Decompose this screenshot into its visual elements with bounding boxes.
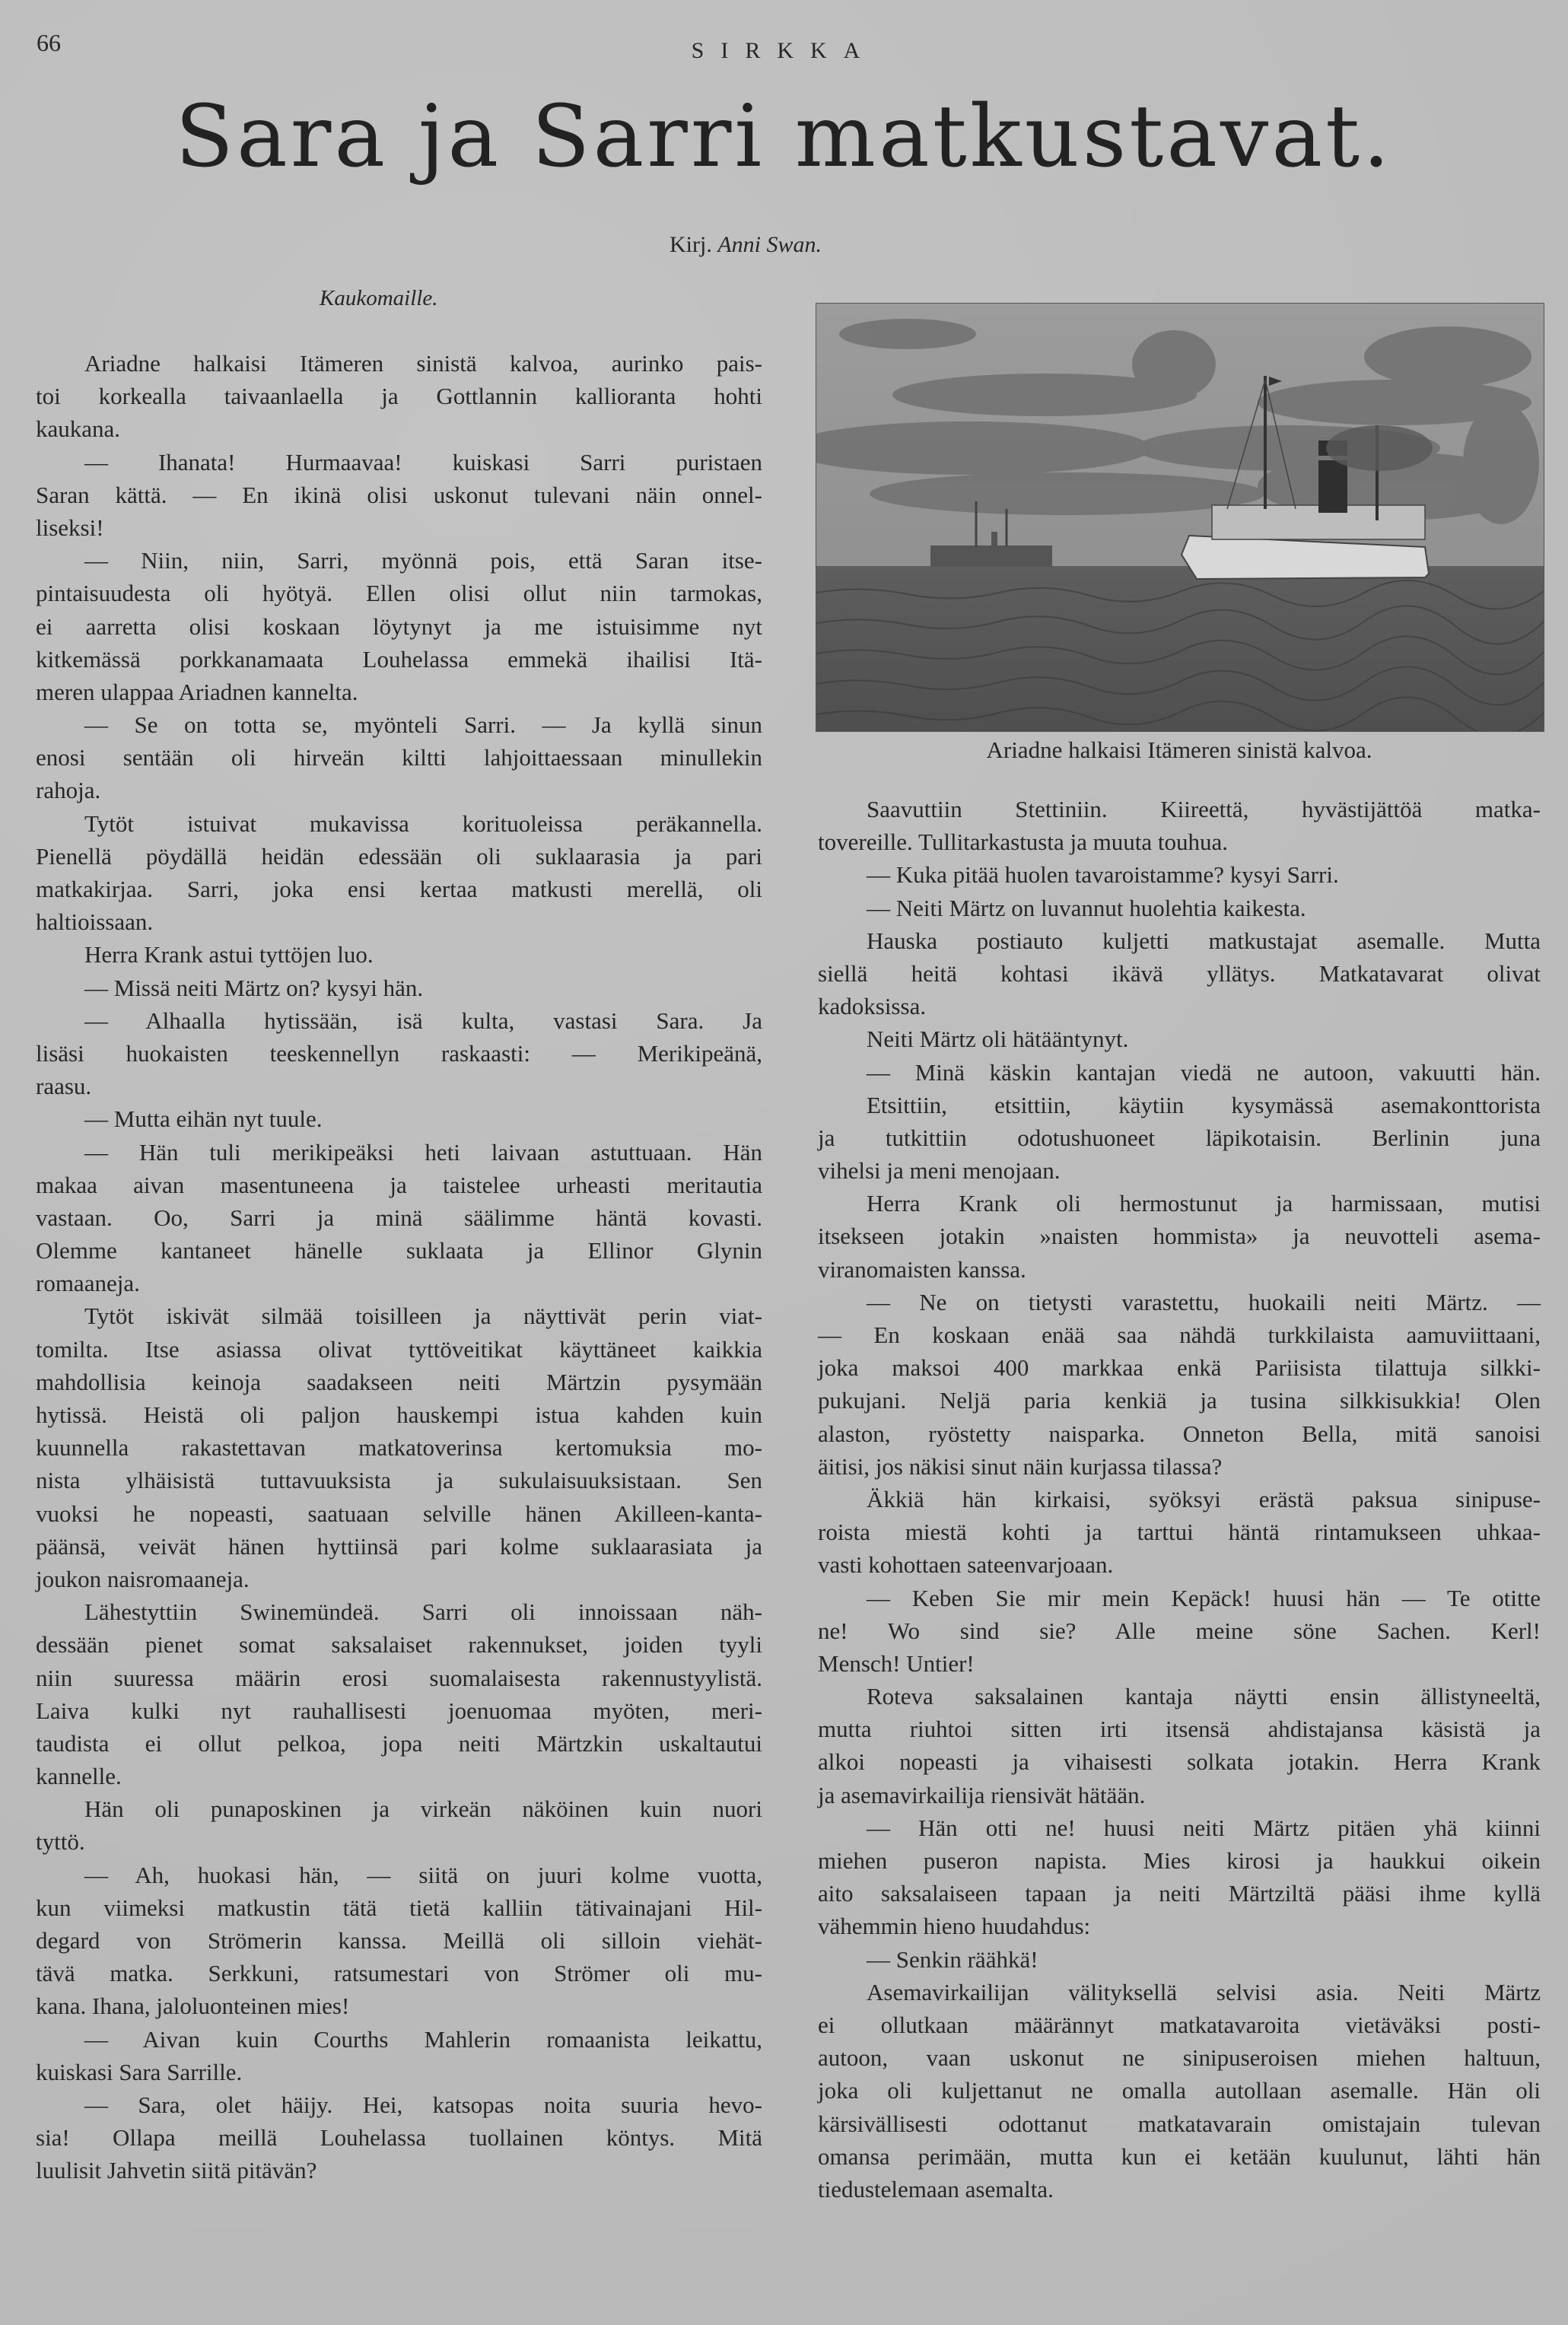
text-line: kana. Ihana, jaloluonteinen mies! xyxy=(36,1993,350,2020)
byline-prefix: Kirj. xyxy=(670,232,712,257)
left-column xyxy=(36,347,762,2187)
text-line: hytissä. Heistä oli paljon hauskempi istua kahden kuin xyxy=(36,1401,762,1428)
text-line: — Kuka pitää huolen tavaroistamme? kysyi Sarri. xyxy=(867,861,1339,889)
author-name: Anni Swan. xyxy=(717,232,822,257)
text-line: joka maksoi 400 markkaa enkä Pariisista tilattuja silkki- xyxy=(818,1354,1541,1382)
text-line: Neiti Märtz oli hätääntynyt. xyxy=(867,1026,1129,1053)
text-line: itsekseen jotakin »naisten hommista» ja neuvotteli asema- xyxy=(818,1223,1541,1250)
text-line: raasu. xyxy=(36,1073,92,1100)
text-line: kuunnella rakastettavan matkatoverinsa kertomuksia mo- xyxy=(36,1434,762,1461)
text-line: pukujani. Neljä paria kenkiä ja tusina silkkisukkia! Olen xyxy=(818,1387,1541,1414)
text-line: tiedustelemaan asemalta. xyxy=(818,2175,1054,2203)
text-line: Saran kättä. — En ikinä olisi uskonut tulevani näin onnel- xyxy=(36,481,762,508)
text-line: joka oli kuljettanut ne omalla autollaan asemalle. Hän oli xyxy=(818,2077,1541,2104)
text-line: — Hän otti ne! huusi neiti Märtz pitäen yhä kiinni xyxy=(867,1814,1541,1841)
text-line: ei ollutkaan määrännyt matkatavaroita vietäväksi posti- xyxy=(818,2011,1541,2038)
text-line: kaukana. xyxy=(36,415,121,443)
text-line: lisäsi huokaisten teeskennellyn raskaasti: — Merikipeänä, xyxy=(36,1039,762,1067)
text-line: mahdollisia keinoja saadakseen neiti Märtzin pysymään xyxy=(36,1368,762,1395)
ship-illustration xyxy=(816,303,1544,732)
text-line: toi korkealla taivaanlaella ja Gottlannin kallioranta hohti xyxy=(36,383,762,410)
text-line: Laiva kulki nyt rauhallisesti joenuomaa myöten, meri- xyxy=(36,1697,762,1724)
text-line: tovereille. Tullitarkastusta ja muuta touhua. xyxy=(818,829,1228,856)
right-column xyxy=(818,793,1541,2206)
text-line: dessään pienet somat saksalaiset rakennukset, joiden tyyli xyxy=(36,1631,762,1659)
text-line: Roteva saksalainen kantaja näytti ensin ällistyneeltä, xyxy=(867,1683,1541,1710)
text-line: Äkkiä hän kirkaisi, syöksyi erästä paksua sinipuse- xyxy=(867,1485,1541,1512)
text-line: kun viimeksi matkustin tätä tietä kalliin tätivainajani Hil- xyxy=(36,1894,762,1921)
text-line: ei aarretta olisi koskaan löytynyt ja me istuisimme nyt xyxy=(36,612,762,640)
text-line: — Aivan kuin Courths Mahlerin romaanista leikattu, xyxy=(84,2025,762,2053)
text-line: — Niin, niin, Sarri, myönnä pois, että Saran itse- xyxy=(84,547,762,574)
text-line: Hauska postiauto kuljetti matkustajat asemalle. Mutta xyxy=(867,927,1541,954)
text-line: taudista ei ollut pelkoa, jopa neiti Märtzkin uskaltautui xyxy=(36,1729,762,1757)
section-heading: Kaukomaille. xyxy=(320,286,438,310)
text-line: Tytöt iskivät silmää toisilleen ja näyttivät perin viat- xyxy=(84,1302,762,1330)
figure-caption: Ariadne halkaisi Itämeren sinistä kalvoa. xyxy=(986,736,1372,763)
text-line: Lähestyttiin Swinemündeä. Sarri oli innoissaan näh- xyxy=(84,1598,762,1626)
text-line: mutta riuhtoi sitten irti itsensä ahdistajansa käsistä ja xyxy=(818,1716,1541,1743)
text-line: joukon naisromaaneja. xyxy=(36,1565,250,1592)
text-line: romaaneja. xyxy=(36,1270,140,1297)
text-line: autoon, vaan uskonut ne sinipuseroisen miehen haltuun, xyxy=(818,2044,1541,2072)
text-line: ja asemavirkailija riensivät hätään. xyxy=(818,1781,1146,1808)
text-line: kitkemässä porkkanamaata Louhelassa emmekä ihailisi Itä- xyxy=(36,645,762,673)
text-line: roista miestä kohti ja tarttui häntä rintamukseen uhkaa- xyxy=(818,1519,1541,1546)
text-line: kuiskasi Sara Sarrille. xyxy=(36,2058,243,2085)
text-line: Hän oli punaposkinen ja virkeän näköinen kuin nuori xyxy=(84,1795,762,1823)
text-line: — Neiti Märtz on luvannut huolehtia kaikesta. xyxy=(867,894,1306,921)
text-line: tyttö. xyxy=(36,1828,85,1856)
text-line: kärsivällisesti odottanut matkatavarain omistajain tulevan xyxy=(818,2110,1541,2137)
text-line: Mensch! Untier! xyxy=(818,1649,975,1677)
text-line: Herra Krank astui tyttöjen luo. xyxy=(84,941,374,968)
text-line: miehen puseron napista. Mies kirosi ja haukkui oikein xyxy=(818,1847,1541,1874)
text-line: — Senkin räähkä! xyxy=(867,1945,1038,1973)
text-line: — Keben Sie mir mein Kepäck! huusi hän — Te otitte xyxy=(867,1584,1541,1611)
text-line: — Missä neiti Märtz on? kysyi hän. xyxy=(84,974,424,1001)
text-line: haltioissaan. xyxy=(36,908,154,936)
text-line: Asemavirkailijan välityksellä selvisi asia. Neiti Märtz xyxy=(867,1978,1541,2005)
text-line: tomilta. Itse asiassa olivat tyttöveitikat käyttäneet kaikkia xyxy=(36,1335,762,1363)
text-line: vähemmin hieno huudahdus: xyxy=(818,1913,1091,1940)
text-line: — Sara, olet häijy. Hei, katsopas noita suuria hevo- xyxy=(84,2091,762,2118)
text-line: Pienellä pöydällä heidän edessään oli suklaarasia ja pari xyxy=(36,842,762,870)
byline xyxy=(670,232,822,258)
text-line: vihelsi ja meni menojaan. xyxy=(818,1157,1061,1185)
text-line: — Minä käskin kantajan viedä ne autoon, vakuutti hän. xyxy=(867,1058,1541,1086)
text-line: äitisi, jos näkisi sinut näin kurjassa tilassa? xyxy=(818,1452,1223,1480)
text-line: — Se on totta se, myönteli Sarri. — Ja kyllä sinun xyxy=(84,711,762,739)
text-line: — Hän tuli merikipeäksi heti laivaan astuttuaan. Hän xyxy=(84,1138,762,1166)
running-title: SIRKKA xyxy=(691,38,877,63)
text-line: matkakirjaa. Sarri, joka ensi kertaa matkusti merellä, oli xyxy=(36,876,762,902)
text-line: alkoi nopeasti ja vihaisesti solkata jotakin. Herra Krank xyxy=(818,1748,1541,1776)
text-line: pintaisuudesta oli hyötyä. Ellen olisi ollut niin tarmokas, xyxy=(36,580,762,607)
text-line: niin suuressa määrin erosi suomalaisesta rakennustyylistä. xyxy=(36,1664,762,1691)
text-line: aito saksalaiseen tapaan ja neiti Märtziltä pääsi ihme kyllä xyxy=(818,1880,1541,1907)
text-line: omansa perimään, mutta kun ei ketään kuulunut, lähti hän xyxy=(818,2142,1541,2170)
text-line: Ariadne halkaisi Itämeren sinistä kalvoa, aurinko pais- xyxy=(84,350,762,377)
page-number: 66 xyxy=(37,29,61,56)
text-line: — Ihanata! Hurmaavaa! kuiskasi Sarri puristaen xyxy=(84,448,762,475)
text-line: Olemme kantaneet hänelle suklaata ja Ellinor Glynin xyxy=(36,1237,762,1264)
text-line: enosi sentään oli hirveän kiltti lahjoittaessaan minullekin xyxy=(36,744,762,771)
text-line: vasti kohottaen sateenvarjoaan. xyxy=(818,1551,1114,1579)
text-line: — Alhaalla hytissään, isä kulta, vastasi Sara. Ja xyxy=(84,1007,762,1034)
text-line: — Ah, huokasi hän, — siitä on juuri kolme vuotta, xyxy=(84,1861,762,1888)
text-line: kadoksissa. xyxy=(818,993,927,1020)
text-line: kannelle. xyxy=(36,1763,122,1790)
text-line: — Ne on tietysti varastettu, huokaili neiti Märtz. — xyxy=(867,1288,1541,1315)
text-line: sia! Ollapa meillä Louhelassa tuollainen köntys. Mitä xyxy=(36,2124,762,2152)
text-line: alaston, ryöstetty naisparka. Onneton Bella, mitä sanoisi xyxy=(818,1420,1541,1447)
text-line: vuoksi he nopeasti, saatuaan selville hänen Akilleen-kanta- xyxy=(36,1500,762,1527)
text-line: makaa aivan masentuneena ja taistelee urheasti meritautia xyxy=(36,1171,762,1198)
text-line: — Mutta eihän nyt tuule. xyxy=(84,1105,323,1133)
text-line: luulisit Jahvetin siitä pitävän? xyxy=(36,2157,317,2184)
text-line: nista ylhäisistä tuttavuuksista ja sukulaisuuksistaan. Sen xyxy=(36,1467,762,1494)
text-line: Tytöt istuivat mukavissa korituoleissa peräkannella. xyxy=(84,809,762,837)
text-line: Herra Krank oli hermostunut ja harmissaan, mutisi xyxy=(867,1190,1541,1217)
text-line: ne! Wo sind sie? Alle meine söne Sachen. Kerl! xyxy=(818,1617,1541,1644)
article-title: Sara ja Sarri matkustavat. xyxy=(175,87,1393,186)
text-line: tävä matka. Serkkuni, ratsumestari von Strömer oli mu- xyxy=(36,1960,762,1987)
text-line: Etsittiin, etsittiin, käytiin kysymässä asemakonttorista xyxy=(867,1091,1541,1118)
text-line: siellä heitä kohtasi ikävä yllätys. Matkatavarat olivat xyxy=(818,959,1541,987)
text-line: rahoja. xyxy=(36,777,101,804)
text-line: meren ulappaa Ariadnen kannelta. xyxy=(36,678,358,705)
text-line: Saavuttiin Stettiniin. Kiireettä, hyvästijättöä matka- xyxy=(867,796,1541,822)
text-line: liseksi! xyxy=(36,514,104,541)
text-line: — En koskaan enää saa nähdä turkkilaista aamuviittaani, xyxy=(818,1322,1541,1348)
text-line: viranomaisten kanssa. xyxy=(818,1255,1026,1283)
ship-illustration-icon xyxy=(816,304,1544,731)
text-line: päänsä, veivät hänen hyttiinsä pari kolme suklaarasiata ja xyxy=(36,1532,762,1560)
text-line: ja tutkittiin odotushuoneet läpikotaisin. Berlinin juna xyxy=(818,1124,1541,1151)
text-line: vastaan. Oo, Sarri ja minä säälimme häntä kovasti. xyxy=(36,1204,762,1231)
text-line: degard von Strömerin kanssa. Meillä oli silloin viehät- xyxy=(36,1927,762,1954)
